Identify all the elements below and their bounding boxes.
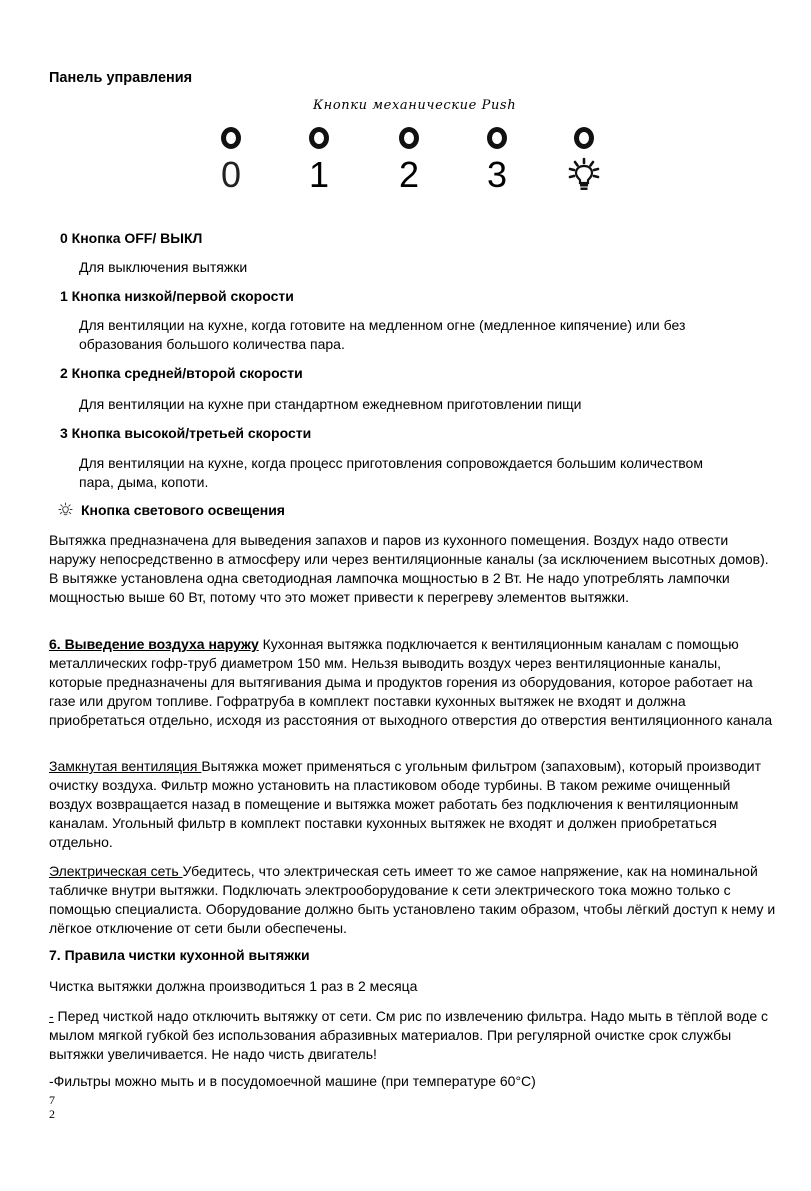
cleaning-item-2: -Фильтры можно мыть и в посудомоечной машине (при температуре 60°С)	[49, 1073, 536, 1089]
button-light	[559, 127, 609, 191]
electric-text: Убедитесь, что электрическая сеть имеет то же самое напряжение, как на номинальной табличке внутри вытяжки. Подключать электрооборудование к сети электрического тока можно только с помощью специалиста. Оборудование должно быть установлено таким образом, чтобы лёгкий доступ к нему и лёгкое отключение от сети были обеспечены.	[49, 863, 776, 936]
electric-paragraph	[49, 862, 777, 938]
cleaning-item-1-text: Перед чисткой надо отключить вытяжку от сети. См рис по извлечению фильтра. Надо мыть в тёплой воде с мылом мягкой губкой без использования абразивных материалов. При регулярной очистке срок службы вытяжки увеличивается. Не надо чисть двигатель!	[49, 1008, 769, 1062]
button-0-text: Для выключения вытяжки	[79, 259, 248, 275]
button-1-heading: 1 Кнопка низкой/первой скорости	[60, 288, 294, 304]
section-6-paragraph	[49, 635, 777, 730]
button-3-heading: 3 Кнопка высокой/третьей скорости	[60, 425, 312, 441]
button-2	[384, 127, 434, 193]
ring-button-icon	[309, 127, 329, 149]
button-3-text-line1: Для вентиляции на кухне, когда процесс приготовления сопровождается большим количеством	[79, 455, 703, 471]
button-0	[206, 127, 256, 193]
closed-ventilation-paragraph	[49, 757, 777, 852]
button-2-text: Для вентиляции на кухне при стандартном ежедневном приготовлении пищи	[79, 396, 582, 412]
button-1-text-line1: Для вентиляции на кухне, когда готовите на медленном огне (медленное кипячение) или без	[79, 317, 686, 333]
cleaning-item-1	[49, 1007, 777, 1064]
dash-marker: -	[49, 1008, 54, 1024]
button-1-text-line2: образования большого количества пара.	[79, 336, 345, 352]
light-button-heading	[58, 502, 285, 518]
section-6-heading: 6. Выведение воздуха наружу	[49, 636, 259, 652]
button-3-text-line2: пара, дыма, копоти.	[79, 474, 209, 490]
button-1	[294, 127, 344, 193]
button-0-heading: 0 Кнопка OFF/ ВЫКЛ	[60, 230, 203, 246]
page-number-line1: 7	[49, 1093, 55, 1107]
button-label: 3	[486, 154, 508, 195]
section-6-text: Кухонная вытяжка подключается к вентиляционным каналам с помощью металлических гофр-труб диаметром 150 мм. Нельзя выводить воздух через вентиляционные каналы, которые предназначены для вытягивания дыма и продуктов горения из оборудования, которое работает на газе или другом топливе. Гофратруба в комплект поставки кухонных вытяжек не входят и должна приобретаться отдельно, исходя из расстояния от выходного отверстия до отверстия вентиляционного канала	[49, 636, 773, 728]
button-label: 1	[308, 154, 330, 195]
intro-paragraph: Вытяжка предназначена для выведения запахов и паров из кухонного помещения. Воздух надо отвести наружу непосредственно в атмосферу или через вентиляционные каналы (за исключением высотных домов). В вытяжке установлена одна светодиодная лампочка мощностью в 2 Вт. Не надо употреблять лампочки мощностью выше 60 Вт, потому что это может привести к перегреву элементов вытяжки.	[49, 532, 769, 605]
light-sun-icon	[58, 502, 73, 517]
ring-button-icon	[399, 127, 419, 149]
closed-ventilation-heading: Замкнутая вентиляция	[49, 758, 202, 774]
page-title: Панель управления	[49, 70, 193, 86]
panel-caption: Кнопки механические Push	[313, 98, 517, 113]
button-label: 2	[398, 154, 420, 195]
cleaning-frequency: Чистка вытяжки должна производиться 1 раз в 2 месяца	[49, 978, 418, 994]
button-3	[472, 127, 522, 193]
page-number-line2: 2	[49, 1107, 55, 1121]
ring-button-icon	[487, 127, 507, 149]
button-label: 0	[220, 154, 242, 195]
button-2-heading: 2 Кнопка средней/второй скорости	[60, 365, 303, 381]
closed-ventilation-text: Вытяжка может применяться с угольным фильтром (запаховым), который производит очистку воздуха. Фильтр можно установить на пластиковом ободе турбины. В таком режиме очищенный воздух возвращается назад в помещение и вытяжка может работать без подключения к вентиляционным каналам. Угольный фильтр в комплект поставки кухонных вытяжек не входят и должен приобретаться отдельно.	[49, 758, 762, 850]
ring-button-icon	[574, 127, 594, 149]
electric-heading: Электрическая сеть	[49, 863, 183, 879]
light-bulb-icon	[567, 157, 601, 191]
section-7-heading: 7. Правила чистки кухонной вытяжки	[49, 947, 310, 963]
control-panel-diagram	[0, 127, 811, 217]
light-button-heading-text: Кнопка светового освещения	[81, 502, 285, 518]
ring-button-icon	[221, 127, 241, 149]
